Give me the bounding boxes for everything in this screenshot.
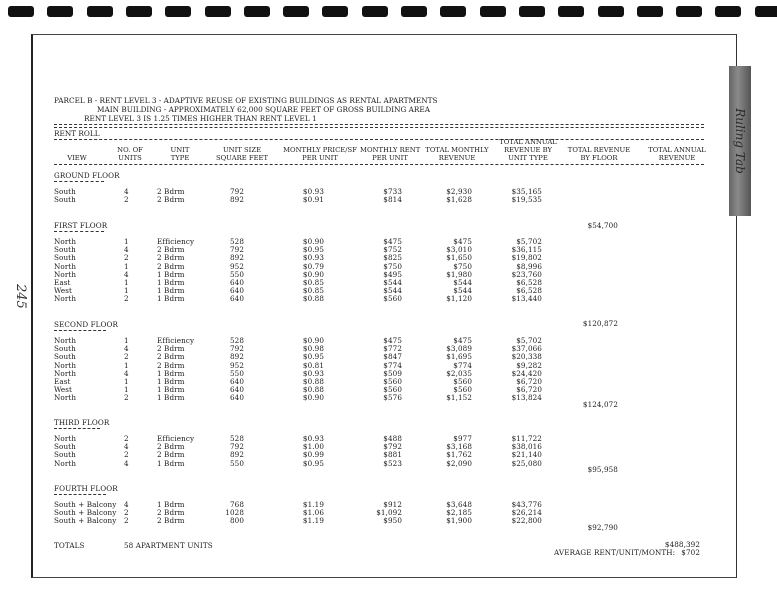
table-cell: $560	[453, 385, 472, 395]
table-cell: $544	[383, 278, 402, 287]
table-cell: North	[54, 237, 77, 246]
table-cell: North	[54, 294, 77, 304]
floor-total-revenue: $54,700	[587, 221, 618, 230]
table-cell: $0.88	[302, 385, 324, 395]
table-cell: South	[54, 450, 76, 460]
table-cell: $1,762	[446, 450, 472, 460]
floor-total-revenue: $95,958	[587, 465, 618, 474]
table-cell: $0.93	[302, 434, 324, 443]
table-cell: $847	[383, 352, 402, 362]
table-cell: North	[54, 336, 77, 345]
table-cell: $20,338	[511, 352, 542, 362]
table-cell: 528	[229, 336, 244, 345]
table-cell: $0.90	[302, 269, 324, 279]
binder-hole	[165, 6, 191, 17]
table-cell: $1,628	[446, 195, 472, 205]
title-line-3: RENT LEVEL 3 IS 1.25 TIMES HIGHER THAN RENT LEVEL 1	[84, 114, 317, 123]
table-cell: $0.90	[302, 336, 324, 345]
floor-heading-underline	[54, 494, 106, 495]
table-cell: 2	[124, 253, 129, 263]
table-cell: 768	[229, 500, 244, 509]
table-cell: 2 Bdrm	[157, 516, 185, 526]
table-cell: 1	[124, 385, 129, 395]
totals-annual-revenue: $488,392	[664, 540, 700, 549]
col-view: VIEW	[67, 154, 87, 162]
rent-roll-label: RENT ROLL	[54, 129, 100, 138]
table-cell: 2	[124, 195, 129, 205]
table-cell: $2,185	[446, 508, 472, 518]
col-total-annual: TOTAL ANNUAL REVENUE	[648, 146, 706, 162]
table-cell: 1 Bdrm	[157, 278, 185, 287]
binder-hole	[440, 6, 466, 17]
table-cell: 792	[229, 187, 244, 196]
rent-roll-rule	[54, 139, 704, 140]
table-cell: 4	[124, 344, 129, 354]
table-cell: $1,092	[376, 508, 402, 518]
floor-total-revenue: $120,872	[582, 319, 618, 328]
table-cell: $5,702	[516, 336, 542, 345]
table-cell: 2	[124, 352, 129, 362]
table-cell: 2 Bdrm	[157, 508, 185, 518]
binder-hole	[401, 6, 427, 17]
binder-hole	[755, 6, 777, 17]
table-cell: 1	[124, 377, 129, 386]
table-cell: 792	[229, 245, 244, 255]
table-cell: 892	[229, 195, 244, 205]
table-cell: 2 Bdrm	[157, 442, 185, 452]
table-cell: 640	[229, 393, 244, 403]
table-cell: 1 Bdrm	[157, 393, 185, 403]
table-cell: $488	[383, 434, 402, 443]
table-cell: $774	[453, 360, 472, 370]
table-cell: $733	[383, 187, 402, 196]
table-cell: $560	[453, 377, 472, 386]
table-cell: 1 Bdrm	[157, 286, 185, 296]
average-rent-label: AVERAGE RENT/UNIT/MONTH:	[554, 548, 676, 557]
table-cell: $495	[383, 269, 402, 279]
table-cell: North	[54, 368, 77, 378]
table-cell: 4	[124, 187, 129, 196]
table-cell: South + Balcony	[54, 508, 117, 518]
binder-hole	[126, 6, 152, 17]
table-cell: $544	[453, 278, 472, 287]
floor-heading: SECOND FLOOR	[54, 320, 119, 329]
table-cell: 892	[229, 450, 244, 460]
table-cell: Efficiency	[157, 336, 195, 345]
table-cell: $11,722	[511, 434, 542, 443]
table-cell: $1,120	[446, 294, 472, 304]
table-cell: 2 Bdrm	[157, 352, 185, 362]
table-cell: 1 Bdrm	[157, 368, 185, 378]
table-cell: South + Balcony	[54, 516, 117, 526]
table-cell: East	[54, 278, 71, 287]
col-monthly-rent: MONTHLY RENT PER UNIT	[360, 146, 421, 162]
table-cell: Efficiency	[157, 237, 195, 246]
header-rule	[54, 124, 704, 128]
binder-hole	[47, 6, 73, 17]
table-cell: 4	[124, 458, 129, 468]
table-cell: $750	[383, 261, 402, 271]
table-cell: 528	[229, 434, 244, 443]
table-cell: $912	[383, 500, 402, 509]
table-cell: 1	[124, 237, 129, 246]
table-cell: 640	[229, 286, 244, 296]
table-cell: $0.81	[302, 360, 324, 370]
table-cell: $3,010	[446, 245, 472, 255]
table-cell: $2,090	[446, 458, 472, 468]
binder-hole	[205, 6, 231, 17]
table-cell: $6,720	[516, 377, 542, 386]
title-line-1: PARCEL B - RENT LEVEL 3 - ADAPTIVE REUSE OF EXISTING BUILDINGS AS RENTAL APARTMENTS	[54, 96, 438, 105]
table-cell: $0.88	[302, 294, 324, 304]
totals-units: 58 APARTMENT UNITS	[124, 541, 213, 550]
floor-heading: GROUND FLOOR	[54, 171, 120, 180]
table-cell: 550	[229, 458, 244, 468]
table-cell: 640	[229, 294, 244, 304]
binder-hole	[8, 6, 34, 17]
table-cell: $21,140	[511, 450, 542, 460]
table-cell: North	[54, 434, 77, 443]
floor-total-revenue: $92,790	[587, 523, 618, 532]
table-cell: South	[54, 245, 76, 255]
binder-hole	[283, 6, 309, 17]
floor-heading: THIRD FLOOR	[54, 418, 110, 427]
col-total-monthly: TOTAL MONTHLY REVENUE	[425, 146, 489, 162]
table-cell: Efficiency	[157, 434, 195, 443]
table-cell: North	[54, 269, 77, 279]
table-cell: $0.98	[302, 344, 324, 354]
table-cell: 2 Bdrm	[157, 261, 185, 271]
table-cell: East	[54, 377, 71, 386]
table-cell: $25,080	[511, 458, 542, 468]
table-cell: North	[54, 360, 77, 370]
table-cell: North	[54, 261, 77, 271]
table-cell: West	[54, 286, 73, 296]
table-cell: $0.90	[302, 237, 324, 246]
table-cell: 800	[229, 516, 244, 526]
table-cell: $475	[383, 237, 402, 246]
table-cell: 640	[229, 377, 244, 386]
binder-hole	[715, 6, 741, 17]
table-cell: $23,760	[511, 269, 542, 279]
table-cell: $0.95	[302, 245, 324, 255]
table-cell: 1	[124, 360, 129, 370]
table-cell: $509	[383, 368, 402, 378]
table-cell: $37,066	[511, 344, 542, 354]
table-cell: 2 Bdrm	[157, 187, 185, 196]
table-cell: $1.19	[302, 500, 324, 509]
binder-hole	[676, 6, 702, 17]
table-cell: $24,420	[511, 368, 542, 378]
table-cell: 1	[124, 261, 129, 271]
table-cell: $13,824	[511, 393, 542, 403]
index-tab	[729, 66, 751, 216]
binder-hole	[598, 6, 624, 17]
table-cell: $0.85	[302, 278, 324, 287]
table-cell: 528	[229, 237, 244, 246]
table-cell: $560	[383, 294, 402, 304]
column-header-rule	[54, 164, 704, 165]
table-cell: $950	[383, 516, 402, 526]
binder-holes	[0, 0, 777, 22]
table-cell: $3,168	[446, 442, 472, 452]
table-cell: $6,528	[516, 286, 542, 296]
table-cell: $0.90	[302, 393, 324, 403]
table-cell: South	[54, 253, 76, 263]
col-size: UNIT SIZE SQUARE FEET	[215, 146, 269, 162]
table-cell: $0.99	[302, 450, 324, 460]
table-cell: 1 Bdrm	[157, 458, 185, 468]
table-cell: 2	[124, 294, 129, 304]
table-cell: 4	[124, 245, 129, 255]
table-cell: 2 Bdrm	[157, 245, 185, 255]
table-cell: 2	[124, 393, 129, 403]
table-cell: 550	[229, 269, 244, 279]
table-cell: 1 Bdrm	[157, 500, 185, 509]
table-cell: $2,035	[446, 368, 472, 378]
table-cell: $792	[383, 442, 402, 452]
table-cell: $6,720	[516, 385, 542, 395]
table-cell: $560	[383, 377, 402, 386]
binder-hole	[519, 6, 545, 17]
table-cell: $19,802	[511, 253, 542, 263]
binder-hole	[637, 6, 663, 17]
table-cell: 2 Bdrm	[157, 344, 185, 354]
table-cell: 952	[229, 261, 244, 271]
col-annual-by-type: TOTAL ANNUAL REVENUE BY UNIT TYPE	[499, 138, 557, 162]
table-cell: $0.93	[302, 368, 324, 378]
table-cell: 892	[229, 352, 244, 362]
table-cell: 1 Bdrm	[157, 385, 185, 395]
table-cell: $2,930	[446, 187, 472, 196]
table-cell: $814	[383, 195, 402, 205]
table-cell: $35,165	[511, 187, 542, 196]
floor-heading-underline	[54, 428, 100, 429]
floor-heading-underline	[54, 330, 106, 331]
table-cell: $977	[453, 434, 472, 443]
average-rent-value: $702	[681, 548, 700, 557]
table-cell: $22,800	[511, 516, 542, 526]
table-cell: $3,089	[446, 344, 472, 354]
binder-hole	[87, 6, 113, 17]
table-cell: South + Balcony	[54, 500, 117, 509]
table-cell: 640	[229, 385, 244, 395]
col-units: NO. OF UNITS	[117, 146, 143, 162]
table-cell: $772	[383, 344, 402, 354]
table-cell: 4	[124, 368, 129, 378]
table-cell: 2	[124, 450, 129, 460]
table-cell: 792	[229, 344, 244, 354]
table-cell: $26,214	[511, 508, 542, 518]
table-cell: 2	[124, 516, 129, 526]
table-cell: $544	[453, 286, 472, 296]
binder-hole	[558, 6, 584, 17]
table-cell: $0.88	[302, 377, 324, 386]
table-cell: $1,152	[446, 393, 472, 403]
table-cell: South	[54, 187, 76, 196]
table-cell: 640	[229, 278, 244, 287]
table-cell: $560	[383, 385, 402, 395]
floor-heading: FOURTH FLOOR	[54, 484, 118, 493]
table-cell: 1028	[225, 508, 244, 518]
table-cell: 2 Bdrm	[157, 195, 185, 205]
totals-label: TOTALS	[54, 541, 85, 550]
col-revenue-by-floor: TOTAL REVENUE BY FLOOR	[567, 146, 631, 162]
table-cell: West	[54, 385, 73, 395]
table-cell: $1.00	[302, 442, 324, 452]
table-cell: $38,016	[511, 442, 542, 452]
table-cell: 892	[229, 253, 244, 263]
table-cell: $523	[383, 458, 402, 468]
table-cell: $0.79	[302, 261, 324, 271]
table-cell: 1 Bdrm	[157, 377, 185, 386]
table-cell: $36,115	[511, 245, 542, 255]
table-cell: $752	[383, 245, 402, 255]
table-cell: $0.85	[302, 286, 324, 296]
table-cell: South	[54, 195, 76, 205]
table-cell: $0.95	[302, 458, 324, 468]
table-cell: $475	[453, 336, 472, 345]
table-cell: $1,900	[446, 516, 472, 526]
floor-total-revenue: $124,072	[582, 400, 618, 409]
table-cell: North	[54, 393, 77, 403]
tab-label: Ruling Tab	[733, 108, 747, 174]
table-cell: 1 Bdrm	[157, 294, 185, 304]
table-cell: $750	[453, 261, 472, 271]
table-cell: South	[54, 442, 76, 452]
table-cell: $8,996	[516, 261, 542, 271]
table-cell: 4	[124, 500, 129, 509]
table-cell: 2	[124, 508, 129, 518]
table-cell: $1,695	[446, 352, 472, 362]
table-cell: $475	[383, 336, 402, 345]
table-cell: 2	[124, 434, 129, 443]
binder-hole	[244, 6, 270, 17]
table-cell: South	[54, 352, 76, 362]
table-cell: 4	[124, 269, 129, 279]
table-cell: 2 Bdrm	[157, 450, 185, 460]
table-cell: 1	[124, 278, 129, 287]
table-cell: $1,650	[446, 253, 472, 263]
table-cell: 952	[229, 360, 244, 370]
table-cell: $881	[383, 450, 402, 460]
table-cell: 2 Bdrm	[157, 253, 185, 263]
table-cell: 1	[124, 336, 129, 345]
binder-hole	[480, 6, 506, 17]
table-cell: $1.19	[302, 516, 324, 526]
table-cell: 1	[124, 286, 129, 296]
table-cell: $825	[383, 253, 402, 263]
table-cell: $13,440	[511, 294, 542, 304]
table-cell: $9,282	[516, 360, 542, 370]
table-cell: $0.93	[302, 187, 324, 196]
table-cell: 792	[229, 442, 244, 452]
table-cell: South	[54, 344, 76, 354]
table-cell: 4	[124, 442, 129, 452]
table-cell: $0.95	[302, 352, 324, 362]
col-price-sf: MONTHLY PRICE/SF PER UNIT	[283, 146, 357, 162]
table-cell: $1,980	[446, 269, 472, 279]
table-cell: $6,528	[516, 278, 542, 287]
table-cell: North	[54, 458, 77, 468]
table-cell: $5,702	[516, 237, 542, 246]
table-cell: $544	[383, 286, 402, 296]
table-cell: $3,648	[446, 500, 472, 509]
floor-heading-underline	[54, 231, 104, 232]
table-cell: 550	[229, 368, 244, 378]
floor-heading: FIRST FLOOR	[54, 221, 108, 230]
table-cell: $43,776	[511, 500, 542, 509]
floor-heading-underline	[54, 181, 104, 182]
table-cell: $0.91	[302, 195, 324, 205]
binder-hole	[322, 6, 348, 17]
col-type: UNIT TYPE	[170, 146, 190, 162]
table-cell: $475	[453, 237, 472, 246]
table-cell: 2 Bdrm	[157, 360, 185, 370]
table-cell: $19,535	[511, 195, 542, 205]
table-cell: $774	[383, 360, 402, 370]
table-cell: 1 Bdrm	[157, 269, 185, 279]
table-cell: $0.93	[302, 253, 324, 263]
table-cell: $576	[383, 393, 402, 403]
binder-hole	[362, 6, 388, 17]
table-cell: $1.06	[302, 508, 324, 518]
margin-handwritten-note: 245	[13, 284, 28, 309]
title-line-2: MAIN BUILDING - APPROXIMATELY 62,000 SQUARE FEET OF GROSS BUILDING AREA	[97, 105, 430, 114]
